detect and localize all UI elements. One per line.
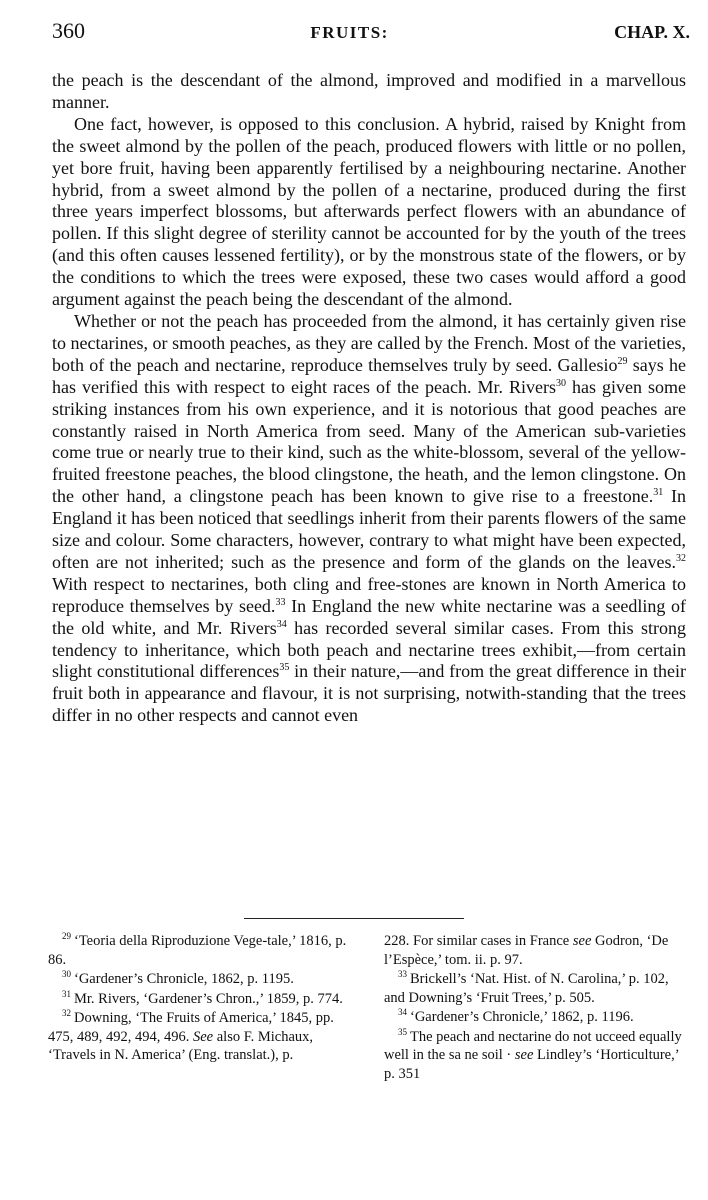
- text-run: has recorded several similar cases. From this strong tendency to inheritance, which both peach and nectarine trees exhibit,—from certain slight constitutional differences: [52, 617, 686, 682]
- footnote-text: Mr. Rivers, ‘Gardener’s Chron.,’ 1859, p. 774.: [74, 990, 343, 1007]
- footnote-ref-33: 33: [275, 596, 286, 608]
- text-run: In England the new white nectarine was a seedling of the old white, and Mr. Rivers: [52, 595, 686, 638]
- footnote-31: [48, 990, 352, 1009]
- footnote-text: ‘Gardener’s Chronicle,’ 1862, p. 1196.: [410, 1009, 634, 1025]
- footnote-column-right: [384, 932, 688, 1084]
- main-text: [52, 70, 686, 727]
- footnote-see: See: [193, 1028, 214, 1045]
- footnote-text: Downing, ‘The Fruits of America,’ 1845, pp. 475, 489, 492, 494, 496.: [48, 1010, 334, 1045]
- footnote-text: Godron, ‘De l’Espèce,’ tom. ii. p. 97.: [384, 933, 669, 968]
- text-run: in their nature,—and from the great difference in their fruit both in appearance and flavour, it is not surprising, notwith-standing that the trees differ in no other respects and cannot even: [52, 661, 686, 726]
- text-run: Whether or not the peach has proceeded from the almond, it has certainly given rise to nectarines, or smooth peaches, as they are called by the French. Most of the varieties, both of the peach and nectarine, reproduce themselves truly by seed. Gallesio: [52, 310, 686, 375]
- footnote-see: see: [572, 933, 592, 949]
- paragraph-3: [52, 311, 686, 727]
- footnote-number: 30: [62, 969, 71, 980]
- footnote-text: Lindley’s ‘Horticulture,’ p. 351: [384, 1047, 679, 1082]
- footnote-text: The peach and nectarine do not ucceed equally well in the sa ne soil ·: [384, 1028, 682, 1063]
- footnote-ref-34: 34: [276, 618, 287, 630]
- paragraph-2: One fact, however, is opposed to this conclusion. A hybrid, raised by Knight from the sweet almond by the pollen of the peach, produced flowers with little or no pollen, yet bore fruit, having been apparently fertilised by a neighbouring nectarine. Another hybrid, from a sweet almond by the pollen of a nectarine, produced during the first three years imperfect blossoms, but afterwards perfect flowers with an abundance of pollen. If this slight degree of sterility cannot be accounted for by the youth of the trees (and this often causes lessened fertility), or by the monstrous state of the flowers, or by the conditions to which the trees were exposed, these two cases would afford a good argument against the peach being the descendant of the almond.: [52, 113, 686, 310]
- footnotes: [48, 932, 688, 1084]
- footnote-ref-30: 30: [555, 377, 566, 389]
- text-run: With respect to nectarines, both cling and free-stones are known in North America to reproduce themselves by seed.: [52, 573, 686, 616]
- footnote-33: [384, 970, 688, 1007]
- running-title: FRUITS:: [310, 23, 389, 42]
- footnote-ref-31: 31: [653, 487, 664, 499]
- paragraph-1: the peach is the descendant of the almond, improved and modified in a marvellous manner.: [52, 70, 686, 112]
- footnote-number: 32: [62, 1008, 71, 1019]
- chapter-label: CHAP. X.: [614, 22, 690, 42]
- footnote-34: [384, 1008, 688, 1027]
- footnote-ref-29: 29: [617, 355, 628, 367]
- text-run: has given some striking instances from his own experience, and it is notorious that good peaches are constantly raised in North America from seed. Many of the American sub-varieties come true or nearly true to their kind, such as the white-blossom, several of the yellow-fruited freestone peaches, the blood clingstone, the heath, and the lemon clingstone. On the other hand, a clingstone peach has been known to give rise to a freestone.: [52, 376, 686, 507]
- footnote-number: 31: [62, 988, 71, 999]
- footnote-text: ‘Gardener’s Chronicle, 1862, p. 1195.: [74, 971, 294, 987]
- footnote-ref-32: 32: [676, 552, 686, 564]
- footnote-30: [48, 970, 352, 989]
- footnote-divider: [244, 918, 464, 919]
- footnote-number: 29: [62, 931, 71, 942]
- footnote-text: Brickell’s ‘Nat. Hist. of N. Carolina,’ p. 102, and Downing’s ‘Fruit Trees,’ p. 505.: [384, 971, 669, 1006]
- footnote-text: 228. For similar cases in France: [384, 933, 570, 949]
- footnote-number: 35: [398, 1026, 407, 1037]
- footnote-number: 33: [398, 969, 407, 980]
- footnote-see: see: [514, 1047, 534, 1063]
- text-run: In England it has been noticed that seedlings inherit from their parents flowers of the same size and colour. Some characters, however, contrary to what might have been expected, often are not inherited; such as the presence and form of the glands on the leaves.: [52, 486, 687, 572]
- footnote-32: [48, 1009, 352, 1065]
- footnote-text: also F. Michaux, ‘Travels in N. America’ (Eng. translat.), p.: [48, 1028, 314, 1063]
- text-run: says he has verified this with respect to eight races of the peach. Mr. Rivers: [52, 354, 686, 397]
- footnote-32-continued: [384, 932, 688, 969]
- footnote-number: 34: [398, 1007, 407, 1018]
- running-header: [52, 18, 690, 48]
- footnote-ref-35: 35: [279, 662, 290, 674]
- footnote-column-left: [48, 932, 352, 1084]
- footnote-35: [384, 1028, 688, 1084]
- footnote-29: [48, 932, 352, 969]
- page-number: 360: [52, 18, 85, 43]
- footnote-text: ‘Teoria della Riproduzione Vege-tale,’ 1816, p. 86.: [48, 933, 347, 968]
